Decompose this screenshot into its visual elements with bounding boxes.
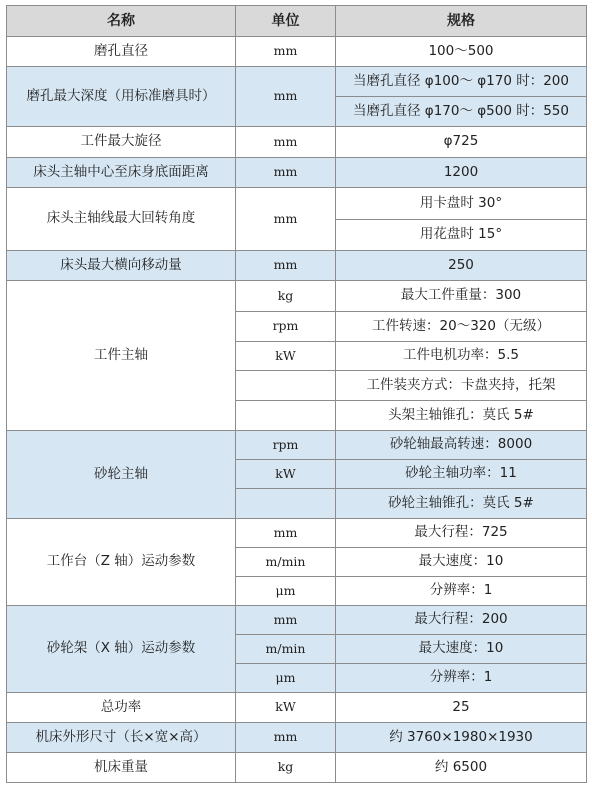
row-unit: mm — [236, 37, 336, 67]
table-row — [7, 606, 587, 635]
row-name: 工件主轴 — [7, 281, 236, 431]
table-row — [7, 127, 587, 158]
header-row — [7, 6, 587, 37]
row-unit: mm — [236, 251, 336, 281]
row-unit: rpm — [236, 312, 336, 342]
row-value: 约 3760×1980×1930 — [336, 723, 587, 753]
row-name: 床头最大横向移动量 — [7, 251, 236, 281]
row-value: 工件电机功率：5.5 — [336, 342, 587, 371]
row-unit: m/min — [236, 548, 336, 577]
row-value: 25 — [336, 693, 587, 723]
row-value: 100～500 — [336, 37, 587, 67]
row-value: 砂轮主轴锥孔：莫氏 5# — [336, 489, 587, 519]
row-name: 磨孔直径 — [7, 37, 236, 67]
table-row — [7, 251, 587, 281]
row-value: 用花盘时 15° — [336, 220, 587, 251]
table-row — [7, 431, 587, 460]
row-value: 约 6500 — [336, 753, 587, 783]
row-value: 1200 — [336, 158, 587, 188]
table-row — [7, 519, 587, 548]
table-row — [7, 37, 587, 67]
row-name: 床头主轴中心至床身底面距离 — [7, 158, 236, 188]
spec-table — [6, 5, 587, 783]
row-value: 工件装夹方式：卡盘夹持，托架 — [336, 371, 587, 401]
row-name: 工件最大旋径 — [7, 127, 236, 158]
row-unit: mm — [236, 188, 336, 251]
row-unit: kg — [236, 753, 336, 783]
row-unit: rpm — [236, 431, 336, 460]
row-value: 头架主轴锥孔：莫氏 5# — [336, 401, 587, 431]
row-name: 砂轮主轴 — [7, 431, 236, 519]
row-value: 分辨率：1 — [336, 577, 587, 606]
row-value: 工件转速：20～320（无级） — [336, 312, 587, 342]
row-unit: mm — [236, 158, 336, 188]
row-name: 砂轮架（X 轴）运动参数 — [7, 606, 236, 693]
row-value: 砂轮轴最高转速：8000 — [336, 431, 587, 460]
row-value: 分辨率：1 — [336, 664, 587, 693]
row-unit: mm — [236, 519, 336, 548]
table-row — [7, 753, 587, 783]
row-unit: kW — [236, 693, 336, 723]
row-value: 最大速度：10 — [336, 635, 587, 664]
row-value: 最大行程：200 — [336, 606, 587, 635]
row-value: 当磨孔直径 φ100～ φ170 时：200 — [336, 67, 587, 97]
row-value: 用卡盘时 30° — [336, 188, 587, 220]
table-row — [7, 188, 587, 220]
row-name: 机床重量 — [7, 753, 236, 783]
row-value: 砂轮主轴功率：11 — [336, 460, 587, 489]
row-value: φ725 — [336, 127, 587, 158]
table-row — [7, 723, 587, 753]
header-unit: 单位 — [236, 6, 336, 37]
row-unit: kW — [236, 342, 336, 371]
row-unit: mm — [236, 127, 336, 158]
row-unit — [236, 401, 336, 431]
row-value: 最大行程：725 — [336, 519, 587, 548]
row-value: 当磨孔直径 φ170～ φ500 时：550 — [336, 97, 587, 127]
row-unit — [236, 489, 336, 519]
row-unit: kg — [236, 281, 336, 312]
row-unit: kW — [236, 460, 336, 489]
row-value: 250 — [336, 251, 587, 281]
header-spec: 规格 — [336, 6, 587, 37]
table-row — [7, 281, 587, 312]
row-unit: μm — [236, 664, 336, 693]
table-row — [7, 158, 587, 188]
row-name: 机床外形尺寸（长×宽×高） — [7, 723, 236, 753]
header-name: 名称 — [7, 6, 236, 37]
row-unit: μm — [236, 577, 336, 606]
row-value: 最大工件重量：300 — [336, 281, 587, 312]
row-name: 工作台（Z 轴）运动参数 — [7, 519, 236, 606]
row-unit: mm — [236, 606, 336, 635]
row-unit — [236, 371, 336, 401]
row-value: 最大速度：10 — [336, 548, 587, 577]
row-unit: mm — [236, 67, 336, 127]
table-row — [7, 67, 587, 97]
row-unit: mm — [236, 723, 336, 753]
row-unit: m/min — [236, 635, 336, 664]
table-row — [7, 693, 587, 723]
row-name: 床头主轴线最大回转角度 — [7, 188, 236, 251]
row-name: 总功率 — [7, 693, 236, 723]
row-name: 磨孔最大深度（用标准磨具时） — [7, 67, 236, 127]
